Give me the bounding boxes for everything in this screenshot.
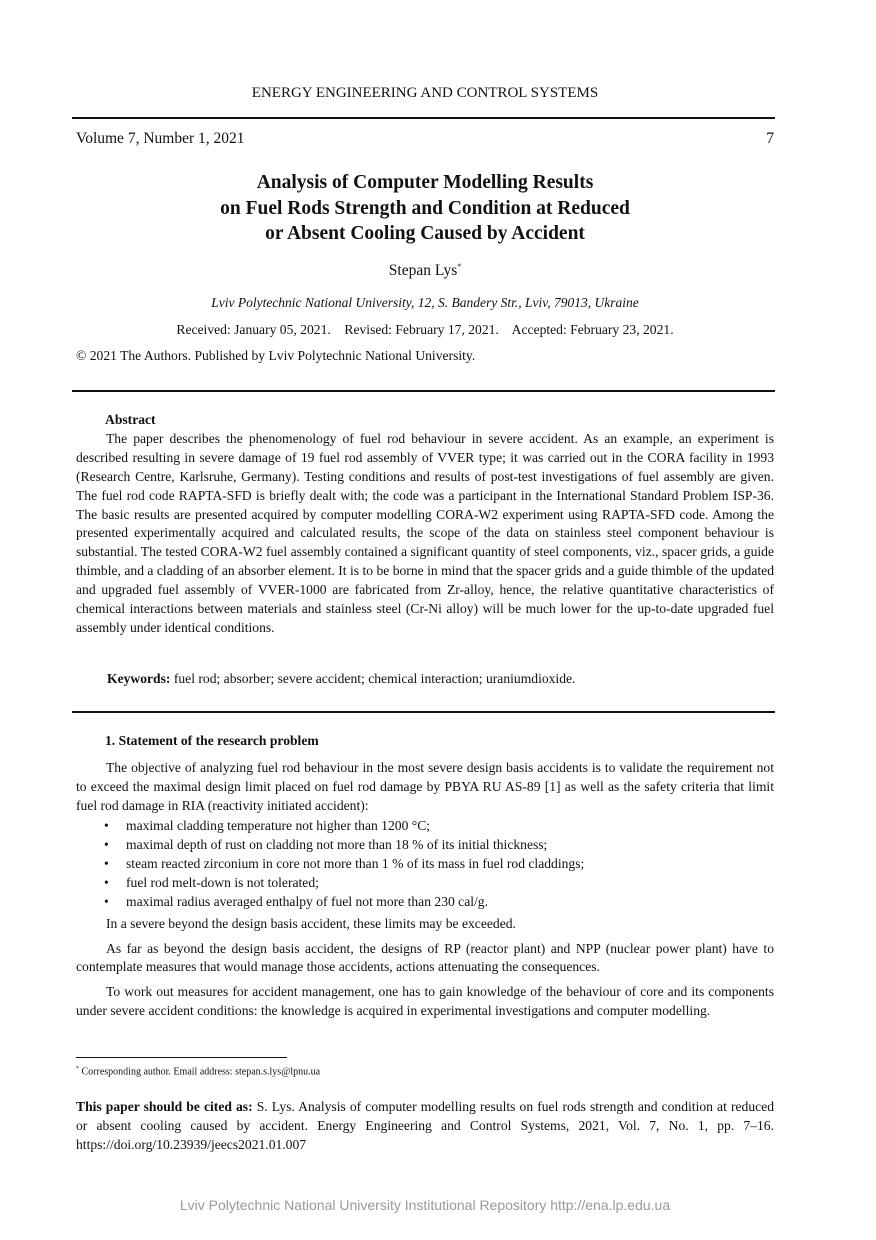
- list-item: • maximal cladding temperature not higher than 1200 °C;: [76, 816, 774, 835]
- received-date: Received: January 05, 2021.: [176, 322, 331, 337]
- citation-label: This paper should be cited as:: [76, 1099, 253, 1114]
- author-footnote-mark: *: [457, 262, 462, 271]
- footnote-text: Corresponding author. Email address: stepan.s.lys@lpnu.ua: [79, 1066, 321, 1078]
- list-item: • steam reacted zirconium in core not more than 1 % of its mass in fuel rod claddings;: [76, 854, 774, 873]
- paragraph: As far as beyond the design basis accident, the designs of RP (reactor plant) and NPP (nuclear power plant) have to contemplate measures that would manage those accidents, actions attenuating the consequences.: [76, 940, 774, 975]
- paragraph: In a severe beyond the design basis accident, these limits may be exceeded.: [106, 915, 516, 931]
- footnote: [76, 1066, 774, 1077]
- abstract-text: The paper describes the phenomenology of fuel rod behaviour in severe accident. As an example, an experiment is described resulting in severe damage of 19 fuel rod assembly of VVER type; it was carried out in the CORA facility in 1993 (Research Centre, Karlsruhe, Germany). Testing conditions and results of post-test investigations of fuel assembly are given. The fuel rod code RAPTA-SFD is briefly dealt with; the code was a participant in the International Standard Problem ISP-36. The basic results are presented acquired by computer modelling CORA-W2 experiment using RAPTA-SFD code. Among the presented experimentally acquired and calculated results, the scope of the data on stainless steel component behaviour is substantial. The tested CORA-W2 fuel assembly contained a significant quantity of steel components, viz., spacer grids, a guide thimble, and a cladding of an absorber element. It is to be borne in mind that the spacer grids and a guide thimble of the updated and upgraded fuel assembly of VVER-1000 are fabricated from Zr-alloy, hence, the relative quantitative characteristics of chemical interactions between materials and stainless steel (Cr-Ni alloy) will be much lower for the up-to-date upgraded fuel assembly under identical conditions.: [76, 430, 774, 635]
- list-item: • maximal depth of rust on cladding not more than 18 % of its initial thickness;: [76, 835, 774, 854]
- paragraph: The objective of analyzing fuel rod behaviour in the most severe design basis accidents is to validate the requirement not to exceed the maximal design limit placed on fuel rod damage by PBYA RU AS-89 [1] as well as the safety criteria that limit fuel rod damage in RIA (reactivity initiated accident):: [76, 759, 774, 813]
- journal-header: ENERGY ENGINEERING AND CONTROL SYSTEMS: [251, 85, 599, 101]
- citation-text: S. Lys. Analysis of computer modelling results on fuel rods strength and condition at reduced or absent cooling caused by accident. Energy Engineering and Control Systems, 2021, Vol. 7, No. 1, pp. 7–16. https://doi.org/10.23939/jeecs2021.01.007: [76, 1099, 774, 1152]
- keywords-label: Keywords:: [107, 671, 171, 686]
- volume-line: [76, 130, 774, 148]
- footnote-rule: [76, 1057, 287, 1058]
- author: [76, 262, 774, 280]
- rule: [72, 711, 775, 713]
- list-item: • fuel rod melt-down is not tolerated;: [76, 873, 774, 892]
- abstract-heading: Abstract: [105, 412, 156, 427]
- page-number: 7: [766, 130, 774, 147]
- section-heading: 1. Statement of the research problem: [105, 733, 319, 748]
- footnote-mark: *: [76, 1066, 79, 1072]
- revised-date: Revised: February 17, 2021.: [344, 322, 499, 337]
- header-rule: [72, 117, 775, 119]
- volume: Volume 7, Number 1, 2021: [76, 130, 245, 147]
- abstract: [76, 411, 774, 638]
- paragraph: To work out measures for accident management, one has to gain knowledge of the behaviour of core and its components under severe accident conditions: the knowledge is acquired in experimental investigations and computer modelling.: [76, 984, 774, 1019]
- list-item: • maximal radius averaged enthalpy of fuel not more than 230 cal/g.: [76, 892, 774, 911]
- author-name: Stepan Lys: [388, 262, 458, 280]
- dates: [76, 322, 774, 338]
- accepted-date: Accepted: February 23, 2021.: [511, 322, 674, 337]
- title-line: on Fuel Rods Strength and Condition at Reduced: [220, 197, 630, 219]
- paper-title: [76, 170, 774, 247]
- title-line: Analysis of Computer Modelling Results: [256, 172, 594, 193]
- affiliation: Lviv Polytechnic National University, 12, S. Bandery Str., Lviv, 79013, Ukraine: [211, 295, 639, 310]
- criteria-list: [76, 816, 774, 911]
- citation: [76, 1098, 774, 1155]
- copyright: © 2021 The Authors. Published by Lviv Polytechnic National University.: [76, 348, 476, 363]
- rule: [72, 390, 775, 392]
- keywords: [76, 670, 774, 689]
- title-line: or Absent Cooling Caused by Accident: [265, 223, 585, 244]
- keywords-text: fuel rod; absorber; severe accident; chemical interaction; uraniumdioxide.: [170, 671, 576, 686]
- section-1: [76, 732, 774, 1021]
- repository-footer: Lviv Polytechnic National University Institutional Repository http://ena.lp.edu.ua: [179, 1197, 671, 1213]
